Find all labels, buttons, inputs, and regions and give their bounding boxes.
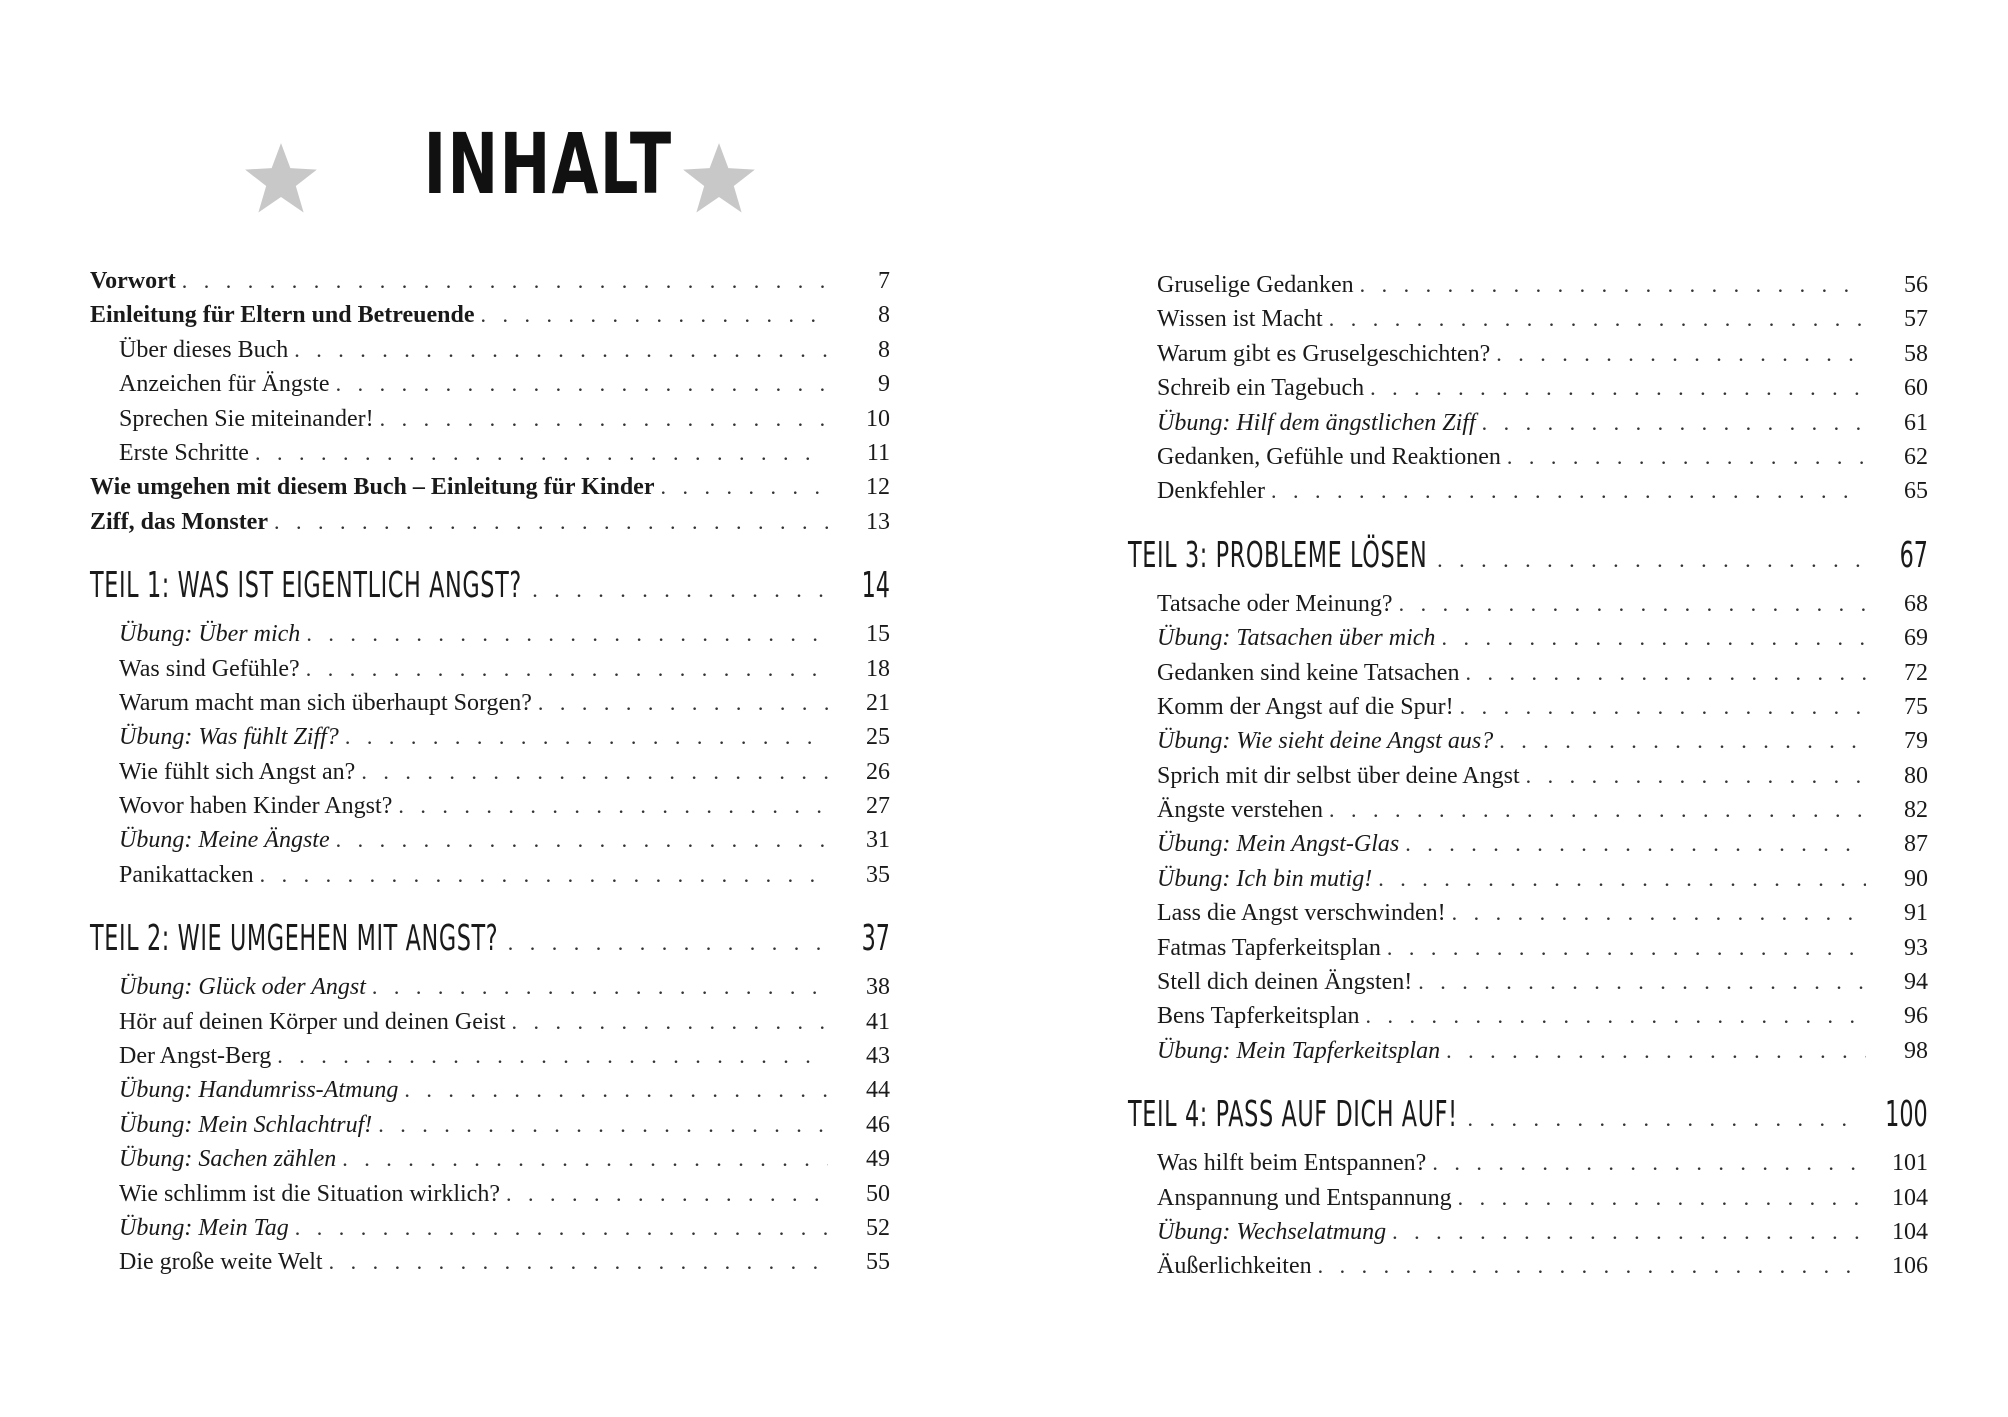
entry-title: Anspannung und Entspannung	[1157, 1184, 1452, 1211]
dot-leader	[1526, 763, 1866, 789]
entry-title: Hör auf deinen Körper und deinen Geist	[119, 1008, 506, 1035]
dot-leader	[306, 656, 828, 682]
dot-leader	[1370, 375, 1866, 401]
toc-entry[interactable]	[90, 440, 890, 474]
toc-entry[interactable]	[90, 509, 890, 543]
toc-entry[interactable]	[90, 406, 890, 440]
page-number: 69	[1904, 625, 1928, 652]
dot-leader	[1496, 341, 1866, 367]
toc-entry[interactable]	[90, 337, 890, 371]
dot-leader	[1458, 1185, 1866, 1211]
page-number: 15	[866, 621, 890, 648]
dot-leader	[481, 302, 829, 328]
page-number: 21	[866, 689, 890, 716]
dot-leader	[1418, 969, 1866, 995]
entry-title: Komm der Angst auf die Spur!	[1157, 693, 1454, 720]
page-number: 98	[1904, 1037, 1928, 1064]
page-number: 18	[866, 655, 890, 682]
dot-leader	[1441, 625, 1866, 651]
page-number: 9	[878, 371, 890, 398]
entry-title: Denkfehler	[1157, 478, 1265, 505]
dot-leader	[1482, 410, 1866, 436]
dot-leader	[277, 1043, 828, 1069]
toc-entry[interactable]	[1128, 306, 1928, 340]
dot-leader	[660, 474, 828, 500]
entry-title: Wie umgehen mit diesem Buch – Einleitung für Kinder	[90, 474, 655, 501]
page-number: 25	[866, 724, 890, 751]
page-number: 8	[878, 302, 890, 329]
page-number: 56	[1904, 272, 1928, 298]
toc-part-heading[interactable]	[1128, 535, 1928, 587]
entry-title: Übung: Wie sieht deine Angst aus?	[1157, 728, 1494, 755]
page-number: 13	[866, 508, 890, 535]
dot-leader	[274, 509, 828, 535]
entry-title: Gruselige Gedanken	[1157, 272, 1354, 298]
entry-title: Panikattacken	[119, 861, 254, 888]
toc-entry[interactable]	[90, 371, 890, 405]
dot-leader	[398, 793, 828, 819]
entry-title: Übung: Mein Tapferkeitsplan	[1157, 1037, 1441, 1064]
page-title: INHALT	[423, 115, 673, 213]
entry-title: Vorwort	[90, 268, 176, 294]
toc-entry[interactable]	[1128, 728, 1928, 762]
dot-leader	[378, 1112, 828, 1138]
dot-leader	[1437, 547, 1866, 573]
page-number: 79	[1904, 728, 1928, 755]
toc-entry[interactable]	[90, 1249, 890, 1283]
page-number: 87	[1904, 831, 1928, 858]
entry-title: Sprich mit dir selbst über deine Angst	[1157, 762, 1520, 789]
dot-leader	[1329, 797, 1866, 823]
toc-entry[interactable]	[1128, 866, 1928, 900]
dot-leader	[1387, 935, 1866, 961]
toc-entry[interactable]	[1128, 969, 1928, 1003]
page-number: 91	[1904, 900, 1928, 927]
toc-entry[interactable]	[1128, 1219, 1928, 1253]
entry-title: Übung: Ich bin mutig!	[1157, 865, 1373, 892]
page-number: 101	[1892, 1150, 1928, 1177]
page-number: 65	[1904, 478, 1928, 505]
dot-leader	[361, 759, 828, 785]
toc-entry[interactable]	[1128, 478, 1928, 512]
toc-entry[interactable]	[90, 862, 890, 896]
entry-title: Was sind Gefühle?	[119, 655, 300, 682]
dot-leader	[372, 974, 828, 1000]
page-number: 55	[866, 1249, 890, 1276]
entry-title: Sprechen Sie miteinander!	[119, 405, 374, 432]
page-number: 7	[878, 268, 890, 294]
dot-leader	[512, 1009, 828, 1035]
toc-entry[interactable]	[1128, 694, 1928, 728]
dot-leader	[1318, 1253, 1866, 1279]
dot-leader	[1499, 728, 1866, 754]
entry-title: Schreib ein Tagebuch	[1157, 375, 1365, 402]
page-number: 90	[1904, 865, 1928, 892]
entry-title: Übung: Mein Angst-Glas	[1157, 831, 1400, 858]
toc-entry[interactable]	[1128, 763, 1928, 797]
entry-title: Lass die Angst verschwinden!	[1157, 900, 1446, 927]
entry-title: Warum gibt es Gruselgeschichten?	[1157, 340, 1491, 367]
toc-entry[interactable]	[1128, 1003, 1928, 1037]
toc-entry[interactable]	[90, 656, 890, 690]
dot-leader	[255, 440, 828, 466]
entry-title: Übung: Glück oder Angst	[119, 974, 366, 1001]
page-number: 72	[1904, 659, 1928, 686]
toc-entry[interactable]	[90, 1009, 890, 1043]
part-title: TEIL 3: PROBLEME LÖSEN	[1128, 534, 1428, 576]
toc-entry[interactable]	[90, 724, 890, 758]
page-number: 68	[1904, 590, 1928, 617]
dot-leader	[1452, 900, 1866, 926]
entry-title: Tatsache oder Meinung?	[1157, 590, 1393, 617]
toc-entry[interactable]	[90, 1146, 890, 1180]
toc-entry[interactable]	[1128, 591, 1928, 625]
page-number: 100	[1885, 1094, 1928, 1136]
toc-entry[interactable]	[90, 759, 890, 793]
entry-title: Übung: Mein Schlachtruf!	[119, 1111, 373, 1138]
toc-entry[interactable]	[90, 690, 890, 724]
dot-leader	[1392, 1219, 1866, 1245]
toc-part-heading[interactable]	[90, 918, 890, 970]
entry-title: Übung: Handumriss-Atmung	[119, 1077, 399, 1104]
entry-title: Gedanken sind keine Tatsachen	[1157, 659, 1460, 686]
page-number: 11	[866, 439, 890, 466]
dot-leader	[345, 724, 828, 750]
entry-title: Übung: Mein Tag	[119, 1214, 289, 1241]
part-title: TEIL 1: WAS IST EIGENTLICH ANGST?	[90, 565, 522, 607]
entry-title: Übung: Was fühlt Ziff?	[119, 724, 339, 751]
entry-title: Wie fühlt sich Angst an?	[119, 758, 356, 785]
page-number: 106	[1892, 1253, 1928, 1280]
dot-leader	[404, 1077, 828, 1103]
dot-leader	[1405, 831, 1866, 857]
toc-entry[interactable]	[1128, 444, 1928, 478]
dot-leader	[1366, 1003, 1867, 1029]
dot-leader	[1432, 1150, 1866, 1176]
page-number: 67	[1899, 534, 1928, 576]
dot-leader	[1271, 478, 1866, 504]
page-number: 94	[1904, 969, 1928, 996]
dot-leader	[329, 1249, 828, 1275]
page-number: 46	[866, 1111, 890, 1138]
page-number: 26	[866, 758, 890, 785]
toc-entry[interactable]	[90, 793, 890, 827]
page-number: 50	[866, 1180, 890, 1207]
page-number: 41	[866, 1008, 890, 1035]
toc-entry[interactable]	[1128, 410, 1928, 444]
toc-entry[interactable]	[1128, 1150, 1928, 1184]
toc-entry[interactable]	[90, 1112, 890, 1146]
toc-entry[interactable]	[90, 974, 890, 1008]
page-number: 104	[1892, 1184, 1928, 1211]
dot-leader	[508, 930, 828, 956]
entry-title: Über dieses Buch	[119, 336, 289, 363]
toc-entry[interactable]	[90, 474, 890, 508]
entry-title: Fatmas Tapferkeitsplan	[1157, 934, 1381, 961]
part-title: TEIL 4: PASS AUF DICH AUF!	[1128, 1094, 1458, 1136]
dot-leader	[532, 577, 828, 603]
page-number: 8	[878, 336, 890, 363]
entry-title: Stell dich deinen Ängsten!	[1157, 969, 1413, 996]
dot-leader	[538, 690, 828, 716]
toc-part-heading[interactable]	[90, 565, 890, 617]
entry-title: Erste Schritte	[119, 439, 249, 466]
entry-title: Einleitung für Eltern und Betreuende	[90, 302, 475, 329]
dot-leader	[1467, 1106, 1859, 1132]
entry-title: Übung: Hilf dem ängstlichen Ziff	[1157, 409, 1476, 436]
toc-entry[interactable]	[1128, 1038, 1928, 1072]
entry-title: Übung: Tatsachen über mich	[1157, 625, 1436, 652]
toc-entry[interactable]	[1128, 935, 1928, 969]
entry-title: Anzeichen für Ängste	[119, 371, 330, 398]
page-number: 75	[1904, 693, 1928, 720]
toc-entry[interactable]	[90, 621, 890, 655]
page-number: 37	[861, 918, 890, 960]
toc-entry[interactable]	[1128, 660, 1928, 694]
title-area	[230, 105, 790, 235]
star-icon	[242, 140, 320, 218]
page-number: 14	[861, 565, 890, 607]
toc-entry[interactable]	[90, 1215, 890, 1249]
page-number: 12	[866, 474, 890, 501]
page-number: 93	[1904, 934, 1928, 961]
toc-entry[interactable]	[1128, 375, 1928, 409]
toc-part-heading[interactable]	[1128, 1094, 1928, 1146]
part-title: TEIL 2: WIE UMGEHEN MIT ANGST?	[90, 918, 499, 960]
page-number: 82	[1904, 797, 1928, 824]
dot-leader	[294, 337, 828, 363]
dot-leader	[1329, 306, 1866, 332]
entry-title: Übung: Über mich	[119, 621, 301, 648]
dot-leader	[336, 827, 828, 853]
dot-leader	[306, 621, 828, 647]
dot-leader	[1460, 694, 1866, 720]
entry-title: Übung: Sachen zählen	[119, 1146, 337, 1173]
entry-title: Bens Tapferkeitsplan	[1157, 1003, 1360, 1030]
toc-entry[interactable]	[90, 1043, 890, 1077]
page-number: 60	[1904, 375, 1928, 402]
page-number: 43	[866, 1043, 890, 1070]
toc-entry[interactable]	[90, 1181, 890, 1215]
toc-entry[interactable]	[1128, 341, 1928, 375]
toc-entry[interactable]	[1128, 625, 1928, 659]
page-number: 31	[866, 827, 890, 854]
entry-title: Ängste verstehen	[1157, 797, 1323, 824]
entry-title: Übung: Wechselatmung	[1157, 1218, 1387, 1245]
toc-entry[interactable]	[1128, 831, 1928, 865]
toc-entry[interactable]	[90, 1077, 890, 1111]
toc-entry[interactable]	[1128, 900, 1928, 934]
dot-leader	[1378, 866, 1866, 892]
entry-title: Wie schlimm ist die Situation wirklich?	[119, 1180, 500, 1207]
page-number: 61	[1904, 409, 1928, 436]
dot-leader	[260, 862, 828, 888]
page-number: 104	[1892, 1218, 1928, 1245]
page-number: 57	[1904, 306, 1928, 333]
dot-leader	[1360, 272, 1866, 298]
toc-entry[interactable]	[90, 268, 890, 302]
page-number: 38	[866, 974, 890, 1001]
toc-entry[interactable]	[1128, 797, 1928, 831]
toc-entry[interactable]	[1128, 272, 1928, 306]
entry-title: Ziff, das Monster	[90, 508, 268, 535]
dot-leader	[1507, 444, 1866, 470]
entry-title: Übung: Meine Ängste	[119, 827, 330, 854]
toc-left-column	[90, 268, 890, 1284]
entry-title: Wovor haben Kinder Angst?	[119, 793, 393, 820]
page-number: 62	[1904, 443, 1928, 470]
toc-entry[interactable]	[1128, 1253, 1928, 1287]
dot-leader	[336, 371, 828, 397]
toc-right-column	[1128, 272, 1928, 1288]
entry-title: Äußerlichkeiten	[1157, 1253, 1312, 1280]
star-icon	[680, 140, 758, 218]
entry-title: Wissen ist Macht	[1157, 306, 1323, 333]
page-number: 80	[1904, 762, 1928, 789]
page-number: 58	[1904, 340, 1928, 367]
entry-title: Der Angst-Berg	[119, 1043, 272, 1070]
page-number: 96	[1904, 1003, 1928, 1030]
dot-leader	[295, 1215, 828, 1241]
page-number: 44	[866, 1077, 890, 1104]
dot-leader	[506, 1181, 828, 1207]
dot-leader	[380, 406, 828, 432]
entry-title: Gedanken, Gefühle und Reaktionen	[1157, 443, 1501, 470]
page-number: 52	[866, 1214, 890, 1241]
dot-leader	[1399, 591, 1866, 617]
page-number: 35	[866, 861, 890, 888]
dot-leader	[182, 268, 828, 294]
page-number: 10	[866, 405, 890, 432]
toc-entry[interactable]	[90, 302, 890, 336]
page-number: 49	[866, 1146, 890, 1173]
dot-leader	[1465, 660, 1866, 686]
entry-title: Die große weite Welt	[119, 1249, 323, 1276]
dot-leader	[342, 1146, 828, 1172]
entry-title: Warum macht man sich überhaupt Sorgen?	[119, 689, 532, 716]
entry-title: Was hilft beim Entspannen?	[1157, 1150, 1427, 1177]
toc-entry[interactable]	[1128, 1185, 1928, 1219]
page-number: 27	[866, 793, 890, 820]
toc-entry[interactable]	[90, 827, 890, 861]
dot-leader	[1446, 1038, 1866, 1064]
